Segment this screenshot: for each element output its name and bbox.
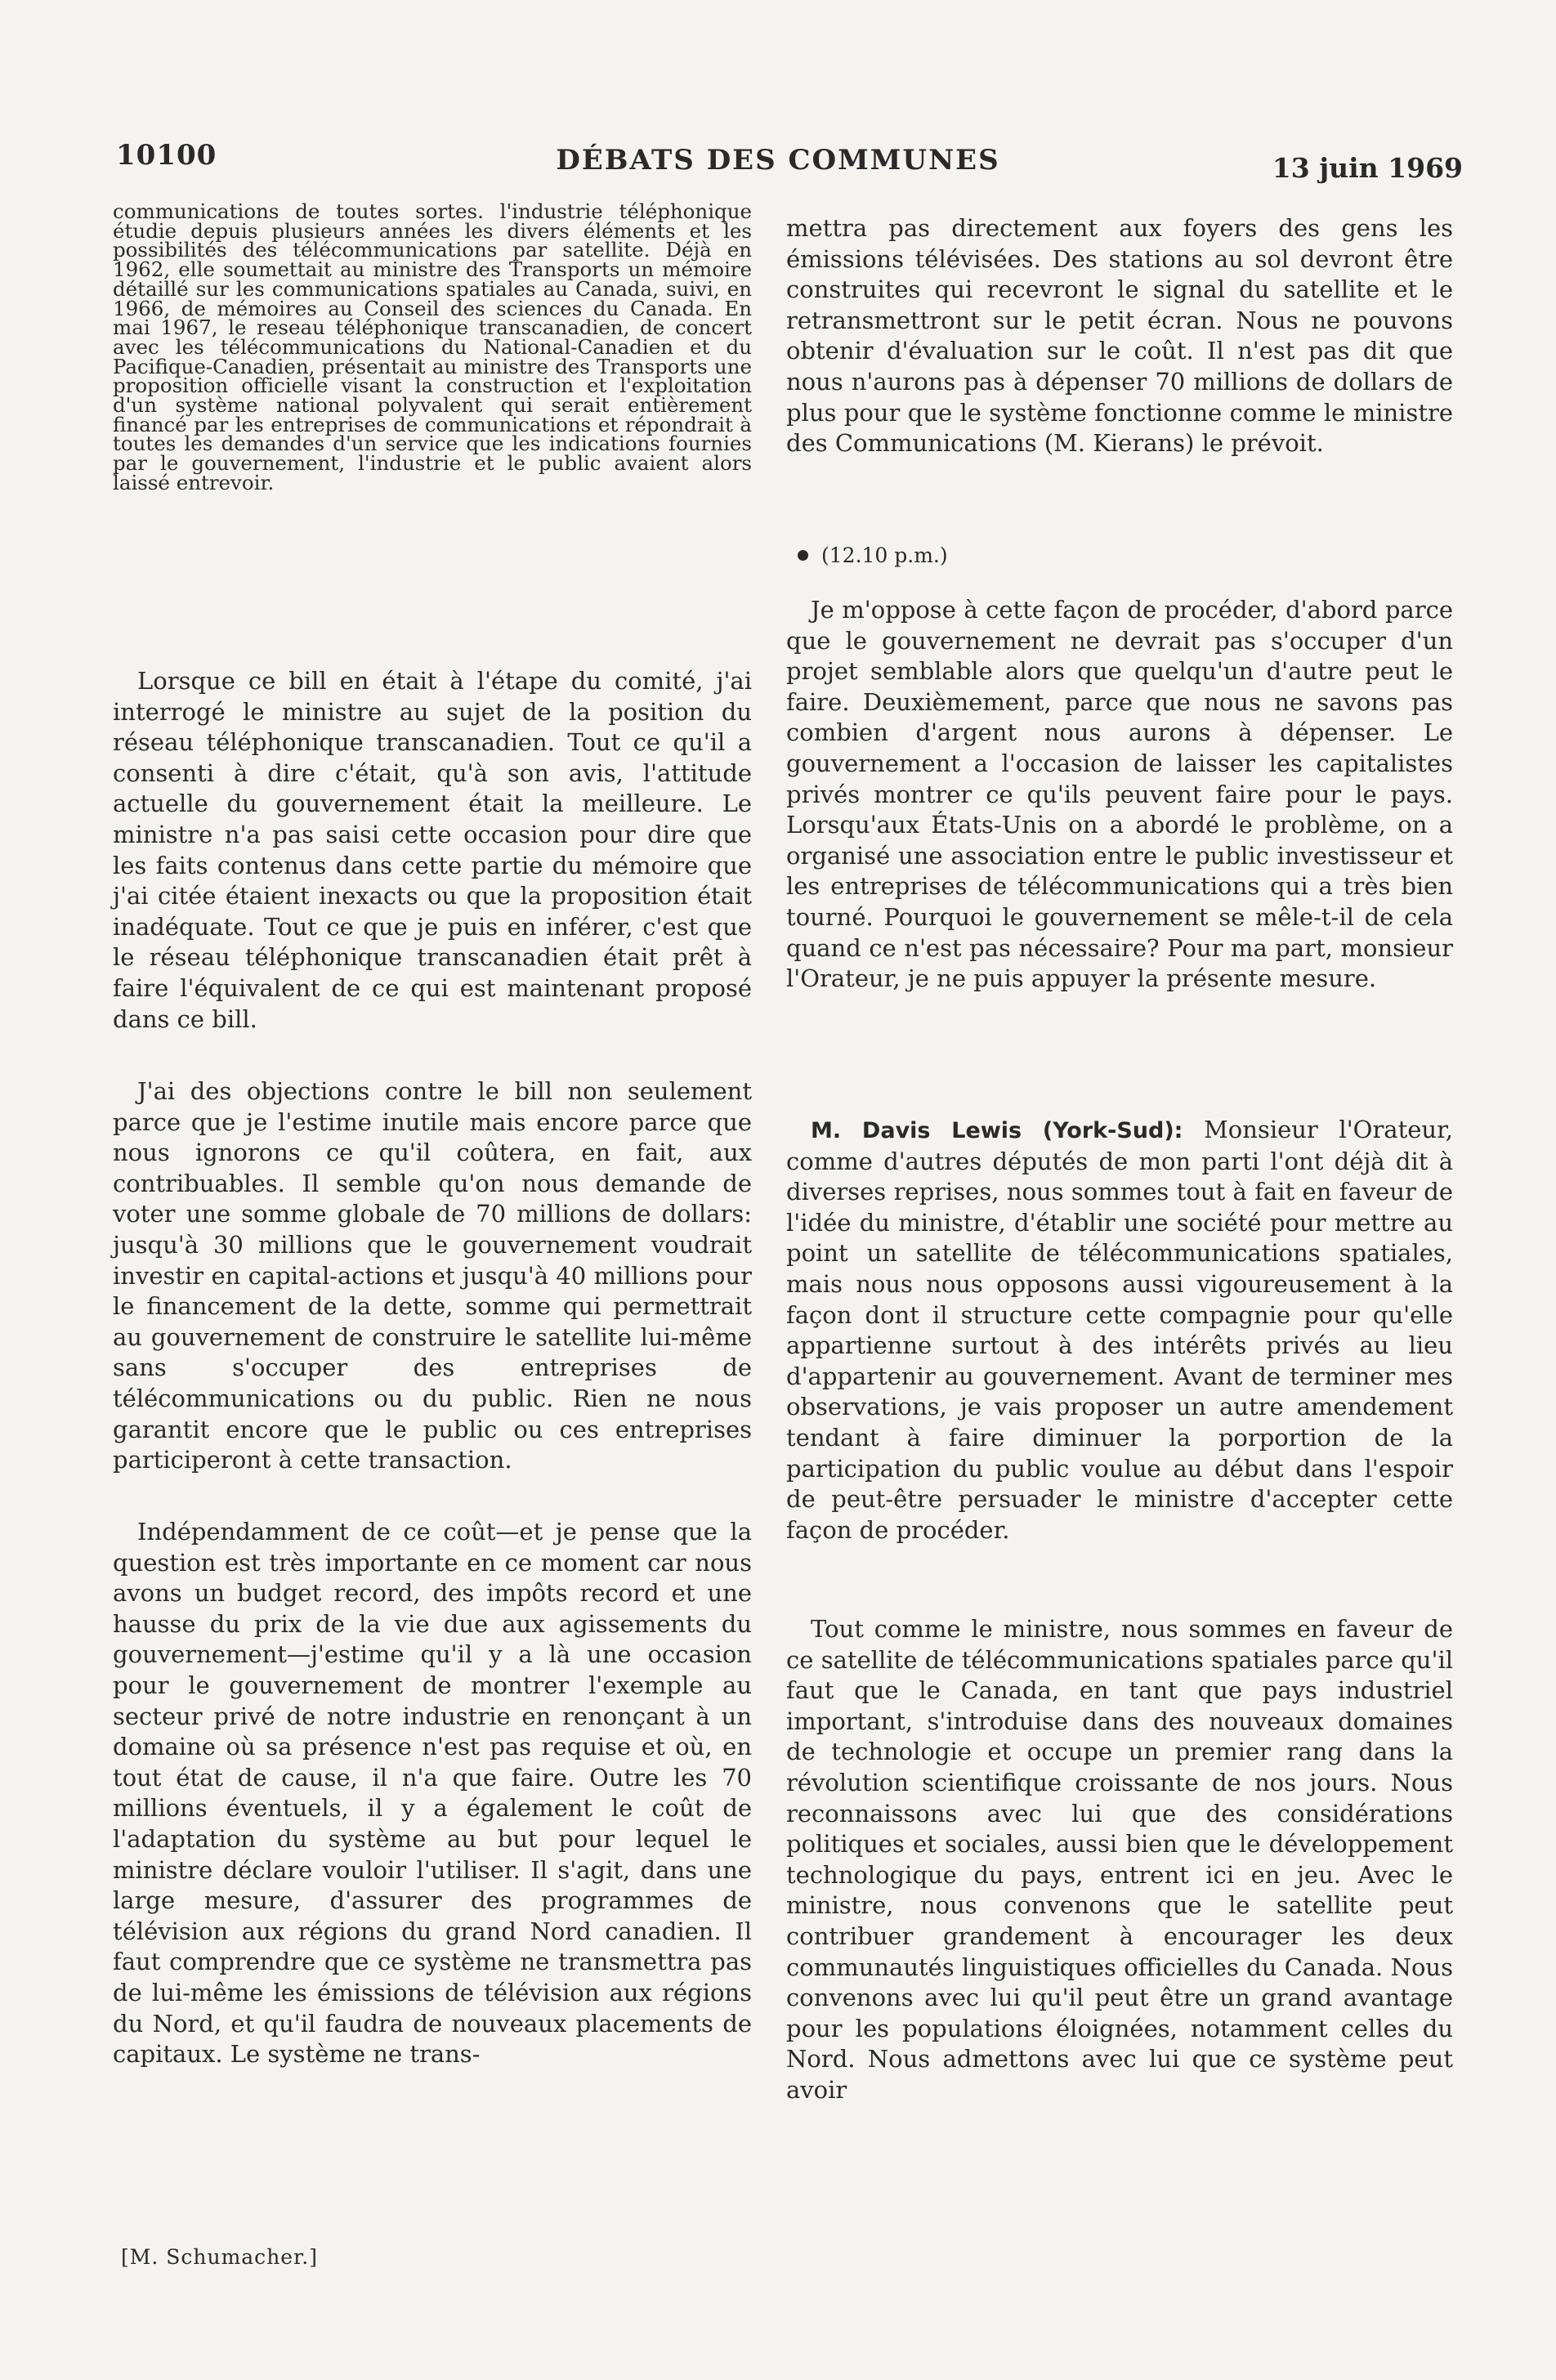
paragraph: Lorsque ce bill en était à l'étape du comité, j'ai interrogé le ministre au sujet de la position du réseau téléphonique transcanadien. Tout ce qu'il a consenti à dire c'était, qu'à son avis, l'attitude actuelle du gouvernement était la meilleure. Le ministre n'a pas saisi cette occasion pour dire que les faits contenus dans cette partie du mémoire que j'ai citée étaient inexacts ou que la proposition était inadéquate. Tout ce que je puis en inférer, c'est que le réseau téléphonique transcanadien était prêt à faire l'équivalent de ce qui est maintenant proposé dans ce bill. [113,667,752,1033]
page-number: 10100 [116,139,217,172]
speech-paragraph [786,1115,1453,1546]
paragraph: J'ai des objections contre le bill non seulement parce que je l'estime inutile mais encore parce que nous ignorons ce qu'il coûtera, en fait, aux contribuables. Il semble qu'on nous demande de voter une somme globale de 70 millions de dollars: jusqu'à 30 millions que le gouvernement voudrait investir en capital-actions et jusqu'à 40 millions pour le financement de la dette, somme qui permettrait au gouvernement de construire le satellite lui-même sans s'occuper des entreprises de télécommunications ou du public. Rien ne nous garantit encore que le public ou ces entreprises participeront à cette transaction. [113,1077,752,1474]
time-stamp: (12.10 p.m.) [821,544,948,567]
continued-paragraph: mettra pas directement aux foyers des gens les émissions télévisées. Des stations au sol devront être construites qui recevront le signal du satellite et le retransmettront sur le petit écran. Nous ne pouvons obtenir d'évaluation sur le coût. Il n'est pas dit que nous n'aurons pas à dépenser 70 millions de dollars de plus pour que le système fonctionne comme le ministre des Communications (M. Kierans) le prévoit. [786,214,1453,458]
speaker-name: M. Davis Lewis (York-Sud): [811,1118,1183,1143]
page-header [0,0,1556,212]
speech-text: Monsieur l'Orateur, comme d'autres députés de mon parti l'ont déjà dit à diverses reprises, nous sommes tout à fait en faveur de l'idée du ministre, d'établir une société pour mettre au point un satellite de télécommunications spatiales, mais nous nous opposons aussi vigoureusement à la façon dont il structure cette compagnie pour qu'elle appartienne surtout à des intérêts privés au lieu d'appartenir au gouvernement. Avant de terminer mes observations, je vais proposer un autre amendement tendant à faire diminuer la porportion de la participation du public voulue au début dans l'espoir de peut-être persuader le ministre d'accepter cette façon de procéder. [786,1116,1453,1544]
journal-title: DÉBATS DES COMMUNES [556,144,1000,177]
paragraph: Je m'oppose à cette façon de procéder, d'abord parce que le gouvernement ne devrait pas s'occuper d'un projet semblable alors que quelqu'un d'autre peut le faire. Deuxièmement, parce que nous ne savons pas combien d'argent nous aurons à dépenser. Le gouvernement a l'occasion de laisser les capitalistes privés montrer ce qu'ils peuvent faire pour le pays. Lorsqu'aux États-Unis on a abordé le problème, on a organisé une association entre le public investisseur et les entreprises de télécommunications qui a très bien tourné. Pourquoi le gouvernement se mêle-t-il de cela quand ce n'est pas nécessaire? Pour ma part, monsieur l'Orateur, je ne puis appuyer la présente mesure. [786,596,1453,993]
quoted-brief: communications de toutes sortes. l'industrie téléphonique étudie depuis plusieurs années les divers éléments et les possibilités des télécommunications par satellite. Déjà en 1962, elle soumettait au ministre des Transports un mémoire détaillé sur les communications spatiales au Canada, suivi, en 1966, de mémoires au Conseil des sciences du Canada. En mai 1967, le reseau téléphonique transcanadien, de concert avec les télécommunications du National-Canadien et du Pacifique-Canadien, présentait au ministre des Transports une proposition officielle visant la construction et l'exploitation d'un système national polyvalent qui serait entièrement financé par les entreprises de communications et répondrait à toutes les demandes d'un service que les indications fournies par le gouvernement, l'industrie et le public avaient alors laissé entrevoir. [113,199,752,494]
issue-date: 13 juin 1969 [1272,152,1463,184]
bullet-icon [798,550,808,561]
paragraph: Indépendamment de ce coût—et je pense que la question est très importante en ce moment car nous avons un budget record, des impôts record et une hausse du prix de la vie due aux agissements du gouvernement—j'estime qu'il y a là une occasion pour le gouvernement de montrer l'exemple au secteur privé de notre industrie en renonçant à un domaine où sa présence n'est pas requise et où, en tout état de cause, il n'a que faire. Outre les 70 millions éventuels, il y a également le coût de l'adaptation du système au but pour lequel le ministre déclare vouloir l'utiliser. Il s'agit, dans une large mesure, d'assurer des programmes de télévision aux régions du grand Nord canadien. Il faut comprendre que ce système ne transmettra pas de lui-même les émissions de télévision aux régions du Nord, et qu'il faudra de nouveaux placements de capitaux. Le système ne trans- [113,1518,752,2069]
speaker-attribution: [M. Schumacher.] [121,2245,318,2269]
time-stamp-row [786,544,948,567]
paragraph: Tout comme le ministre, nous sommes en faveur de ce satellite de télécommunications spatiales parce qu'il faut que le Canada, en tant que pays industriel important, s'introduise dans des nouveaux domaines de technologie et occupe un premier rang dans la révolution scientifique croissante de nos jours. Nous reconnaissons avec lui que des considérations politiques et sociales, aussi bien que le développement technologique du pays, entrent ici en jeu. Avec le ministre, nous convenons que le satellite peut contribuer grandement à encourager les deux communautés linguistiques officielles du Canada. Nous convenons avec lui qu'il peut être un grand avantage pour les populations éloignées, notamment celles du Nord. Nous admettons avec lui que ce système peut avoir [786,1615,1453,2104]
